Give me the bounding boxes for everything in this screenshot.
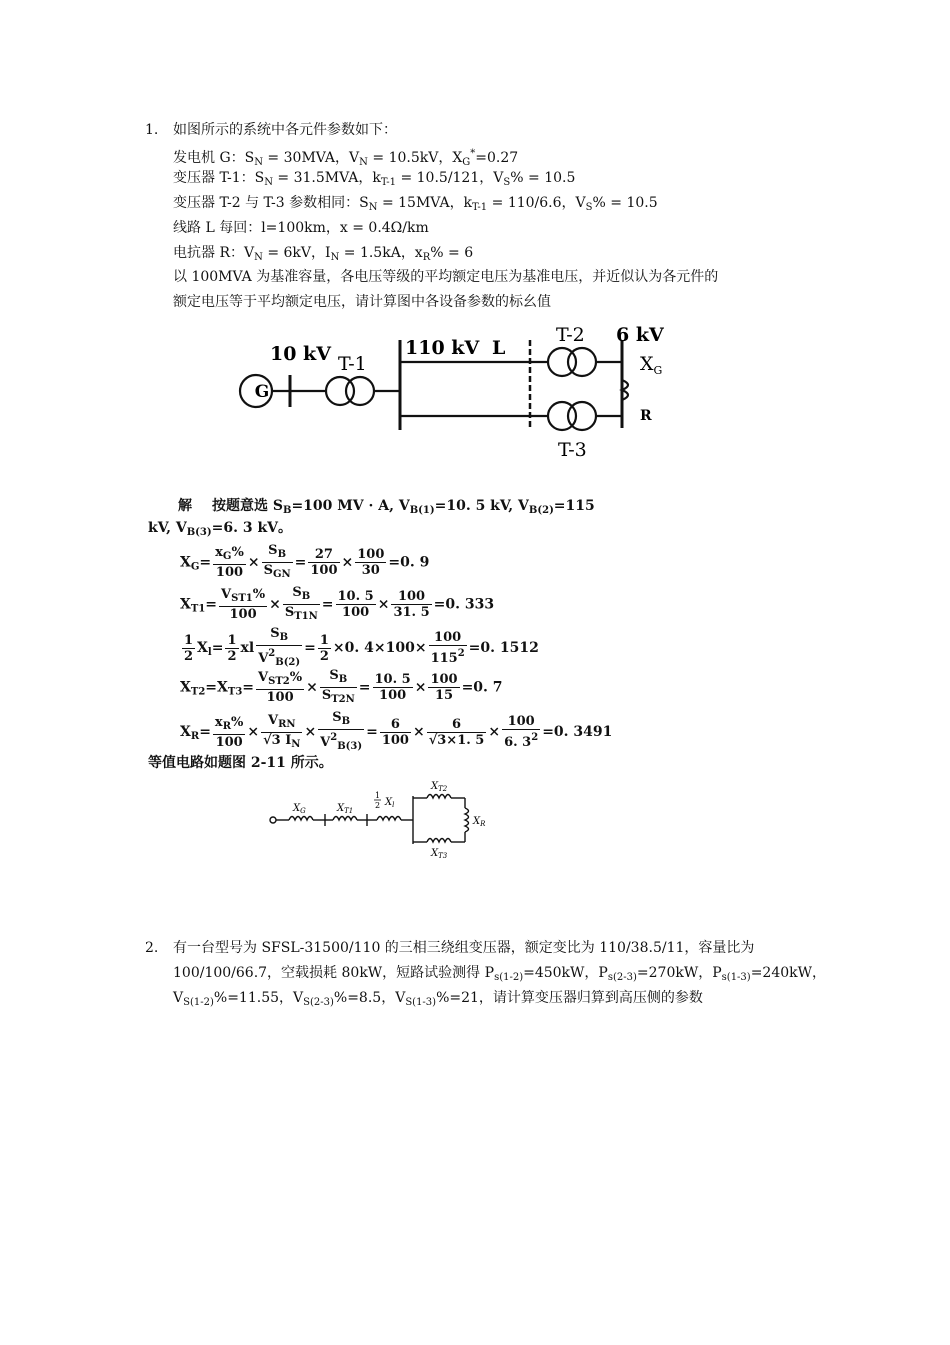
eq-xt1: $X_{T1}=$ $\frac{V_{ST1}\%}{100}$ × $\frac{S_B}{S_{T1N}}$ = $\frac{10. 5}{100}$ × $\frac{100}{31. 5}$ =0. 333	[180, 585, 495, 622]
svg-text:XT1: $X_{T1}$	[337, 803, 354, 815]
svg-text:2: 2	[375, 801, 381, 810]
t3-winding-2	[568, 402, 596, 430]
svg-text:10 kV: 10 kV	[270, 343, 331, 365]
svg-text:1: 1	[375, 791, 381, 800]
svg-text:XT3: $X_{T3}$	[431, 848, 448, 858]
xr-inductor	[465, 808, 469, 832]
svg-text:G: G	[254, 382, 270, 402]
eq-xl: $\frac{1}{2}$ $X_l=$ $\frac{1}{2}$ xl $\frac{S_B}{V^2_{B(2)}}$ = $\frac{1}{2}$ ×0. 4×100× $\frac{100}{115^2}$ =0. 1512	[184, 626, 539, 668]
solution-head: 解	[178, 498, 192, 514]
problem-2-line-1: 有一台型号为 SFSL-31500/110 的三相三绕组变压器，额定变比为 110/38.5/11，容量比为	[173, 940, 755, 956]
system-diagram	[230, 320, 680, 465]
eq-xg: $X_G=$ $\frac{x_G\%}{100}$ × $\frac{S_B}{S_{GN}}$ = $\frac{27}{100}$ × $\frac{100}{30}$ =0. 9	[180, 543, 430, 580]
solution-line-2: kV, $V_{B(3)}=6$. 3 kV。	[148, 520, 293, 538]
problem-2-line-2: 100/100/66.7，空载损耗 80kW，短路试验测得 $P_{s(1-2)}=450kW$，$P_{s(2-3)}=270kW$，$P_{s(1-3)}=240kW$，	[173, 965, 827, 983]
xt1-inductor	[333, 817, 357, 821]
t1-winding-2	[346, 377, 374, 405]
svg-text:110 kV: 110 kV	[405, 337, 480, 359]
eq-xt2: $X_{T2}=X_{T3}=$ $\frac{V_{ST2}\%}{100}$ × $\frac{S_B}{S_{T2N}}$ = $\frac{10. 5}{100}$ × $\frac{100}{15}$ =0. 7	[180, 668, 503, 705]
svg-text:Xl: $X_l$	[385, 797, 395, 809]
problem-1-number: 1.	[145, 122, 159, 138]
svg-text:XG: $X_G$	[293, 803, 306, 815]
xg-inductor	[289, 817, 313, 821]
t2-winding-2	[568, 348, 596, 376]
t1-params: 变压器 T-1：$S_N = 31.5MVA$，$k_{T-1} = 10.5/121$，$V_S\% = 10.5$	[173, 170, 576, 188]
svg-text:XR: $X_R$	[473, 816, 486, 828]
svg-text:XG: $X_G$	[640, 353, 663, 377]
svg-text:XT2: $X_{T2}$	[431, 781, 448, 793]
problem-1-intro: 如图所示的系统中各元件参数如下：	[173, 122, 397, 138]
xt3-inductor	[427, 839, 451, 843]
t23-params: 变压器 T-2 与 T-3 参数相同：$S_N = 15MVA$，$k_{T-1} = 110/6.6$，$V_S\% = 10.5$	[173, 195, 658, 213]
line-params: 线路 L 每回：l=100km，x = 0.4Ω/km	[173, 220, 429, 236]
solution-line-1: 按题意选 $S_B=100$ MV · A, $V_{B(1)}=10$. 5 kV, $V_{B(2)}=115$	[212, 498, 595, 516]
svg-text:6 kV: 6 kV	[616, 324, 664, 346]
task-line-2: 额定电压等于平均额定电压，请计算图中各设备参数的标幺值	[173, 294, 551, 310]
svg-text:L: L	[492, 337, 506, 359]
svg-text:T-1: T-1	[338, 353, 367, 375]
svg-text:T-3: T-3	[558, 439, 587, 461]
problem-2-number: 2.	[145, 940, 159, 956]
svg-text:T-2: T-2	[556, 324, 585, 346]
reactor-params: 电抗器 R：$V_N = 6kV$，$I_N = 1.5kA$，$x_R\% = 6$	[173, 245, 474, 263]
generator-params: 发电机 G：$S_N = 30MVA$，$V_N = 10.5kV$，$X_G^*=0.27$	[173, 148, 519, 168]
xl-inductor	[377, 817, 401, 821]
problem-2-line-3: $V_{S(1-2)}\%=11.55$，$V_{S(2-3)}\%=8.5$，$V_{S(1-3)}\%=21$，请计算变压器归算到高压侧的参数	[173, 990, 703, 1008]
equivalent-circuit-caption: 等值电路如题图 2-11 所示。	[148, 755, 333, 771]
task-line-1: 以 100MVA 为基准容量，各电压等级的平均额定电压为基准电压，并近似认为各元件的	[173, 269, 719, 285]
equivalent-circuit-diagram	[265, 778, 505, 858]
xt2-inductor	[427, 795, 451, 799]
eq-xr: $X_R=$ $\frac{x_R\%}{100}$ × $\frac{V_{RN}}{√3 I_N}$ × $\frac{S_B}{V^2_{B(3)}}$ = $\frac{6}{100}$ × $\frac{6}{√3\times 1. 5}$ × $\frac{100}{6. 3^2}$ =0. 3491	[180, 710, 613, 752]
svg-text:R: R	[640, 408, 652, 424]
